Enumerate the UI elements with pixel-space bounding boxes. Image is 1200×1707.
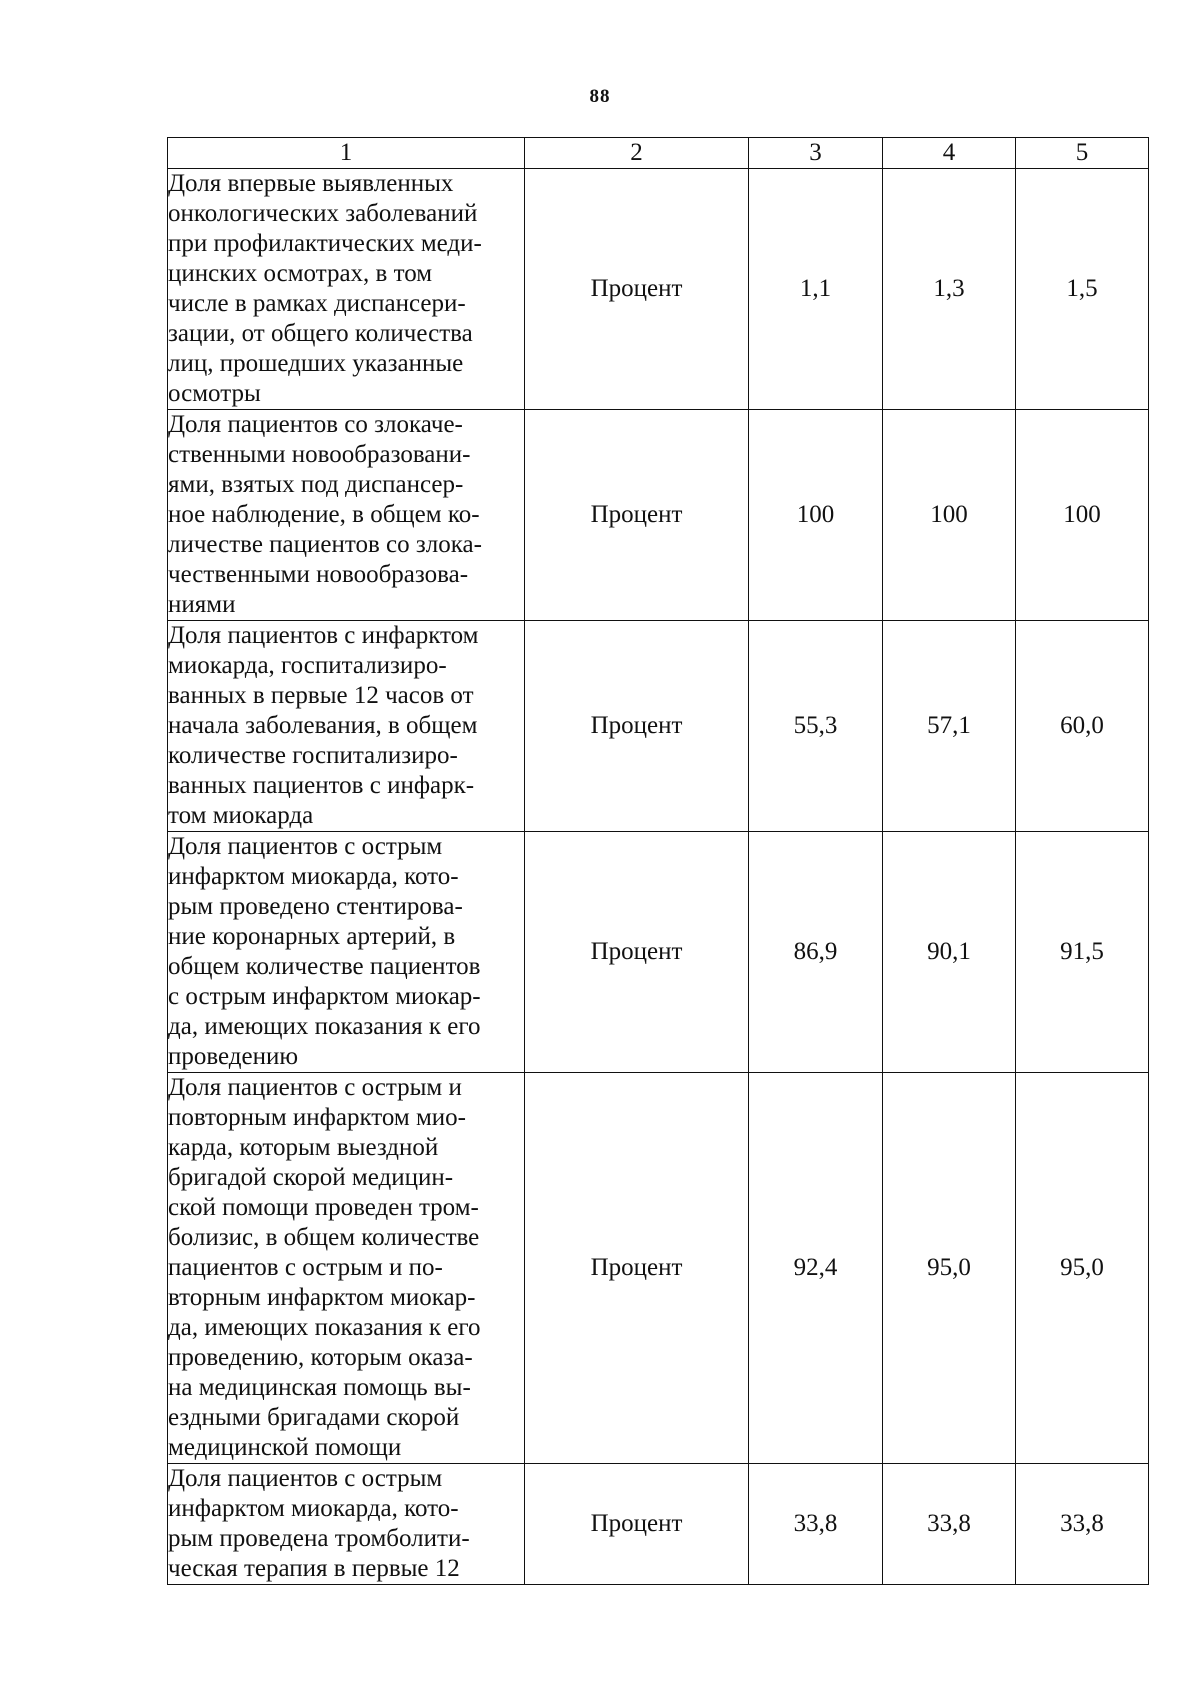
indicator-text-line: вторным инфарктом миокар- [168, 1284, 476, 1311]
value-cell-col5: 95,0 [1016, 1073, 1149, 1464]
value-cell-col4: 33,8 [883, 1464, 1016, 1585]
indicator-text-line: ное наблюдение, в общем ко- [168, 501, 480, 528]
indicator-text-line: количестве госпитализиро- [168, 742, 458, 769]
indicator-cell [168, 1464, 525, 1585]
value-cell-col4: 100 [883, 410, 1016, 621]
unit-cell: Процент [525, 1073, 749, 1464]
indicator-text-line: зации, от общего количества [168, 320, 473, 347]
indicator-text-line: пациентов с острым и по- [168, 1254, 443, 1281]
table-body [168, 169, 1149, 1585]
value-cell-col4: 1,3 [883, 169, 1016, 410]
indicator-text-line: медицинской помощи [168, 1434, 402, 1461]
indicator-text-line: ственными новообразовани- [168, 441, 471, 468]
value-cell-col5: 33,8 [1016, 1464, 1149, 1585]
page-number: 88 [589, 86, 611, 107]
indicator-text-line: бригадой скорой медицин- [168, 1164, 454, 1191]
table-row [168, 621, 1149, 832]
table-row [168, 410, 1149, 621]
indicator-cell [168, 832, 525, 1073]
indicator-cell [168, 621, 525, 832]
table-row [168, 169, 1149, 410]
indicator-text-line: лиц, прошедших указанные [168, 350, 464, 377]
indicator-text-line: Доля пациентов с инфарктом [168, 622, 479, 649]
value-cell-col4: 90,1 [883, 832, 1016, 1073]
header-row [168, 138, 1149, 169]
indicator-text-line: миокарда, госпитализиро- [168, 652, 447, 679]
unit-cell: Процент [525, 410, 749, 621]
value-cell-col5: 1,5 [1016, 169, 1149, 410]
indicator-text-line: болизис, в общем количестве [168, 1224, 480, 1251]
value-cell-col4: 95,0 [883, 1073, 1016, 1464]
unit-cell: Процент [525, 169, 749, 410]
indicator-text-line: Доля пациентов с острым [168, 1465, 443, 1492]
indicator-cell [168, 410, 525, 621]
value-cell-col3: 100 [749, 410, 883, 621]
value-cell-col5: 60,0 [1016, 621, 1149, 832]
indicator-text-line: начала заболевания, в общем [168, 712, 478, 739]
indicator-text-line: повторным инфарктом мио- [168, 1104, 466, 1131]
value-cell-col3: 86,9 [749, 832, 883, 1073]
indicator-text-line: рым проведена тромболити- [168, 1525, 470, 1552]
indicator-text-line: ездными бригадами скорой [168, 1404, 460, 1431]
indicator-text-line: Доля пациентов со злокаче- [168, 411, 463, 438]
column-header-2: 2 [525, 138, 749, 169]
indicator-text-line: с острым инфарктом миокар- [168, 983, 481, 1010]
value-cell-col5: 100 [1016, 410, 1149, 621]
value-cell-col3: 55,3 [749, 621, 883, 832]
unit-cell: Процент [525, 1464, 749, 1585]
indicator-text-line: ние коронарных артерий, в [168, 923, 456, 950]
table-row [168, 832, 1149, 1073]
indicator-text-line: да, имеющих показания к его [168, 1013, 481, 1040]
indicator-text-line: личестве пациентов со злока- [168, 531, 482, 558]
indicator-text-line: инфарктом миокарда, кото- [168, 863, 459, 890]
indicator-text-line: том миокарда [168, 802, 314, 829]
indicators-table [167, 137, 1149, 1585]
indicator-text-line: ванных пациентов с инфарк- [168, 772, 475, 799]
column-header-5: 5 [1016, 138, 1149, 169]
indicator-cell [168, 169, 525, 410]
value-cell-col3: 33,8 [749, 1464, 883, 1585]
indicator-text-line: онкологических заболеваний [168, 200, 478, 227]
indicator-text-line: рым проведено стентирова- [168, 893, 463, 920]
value-cell-col5: 91,5 [1016, 832, 1149, 1073]
indicator-text-line: ской помощи проведен тром- [168, 1194, 479, 1221]
indicator-text-line: карда, которым выездной [168, 1134, 439, 1161]
table-row [168, 1073, 1149, 1464]
value-cell-col4: 57,1 [883, 621, 1016, 832]
indicator-text-line: числе в рамках диспансери- [168, 290, 466, 317]
indicator-text-line: инфарктом миокарда, кото- [168, 1495, 459, 1522]
table-header [168, 138, 1149, 169]
indicator-text-line: цинских осмотрах, в том [168, 260, 433, 287]
indicator-text-line: ванных в первые 12 часов от [168, 682, 474, 709]
indicator-text-line: чественными новообразова- [168, 561, 469, 588]
indicator-text-line: да, имеющих показания к его [168, 1314, 481, 1341]
indicator-text-line: проведению, которым оказа- [168, 1344, 473, 1371]
unit-cell: Процент [525, 832, 749, 1073]
column-header-3: 3 [749, 138, 883, 169]
indicator-text-line: при профилактических меди- [168, 230, 482, 257]
indicator-text-line: Доля пациентов с острым [168, 833, 443, 860]
column-header-1: 1 [168, 138, 525, 169]
indicator-text-line: Доля впервые выявленных [168, 170, 454, 197]
indicator-text-line: ческая терапия в первые 12 [168, 1555, 460, 1582]
table-row [168, 1464, 1149, 1585]
unit-cell: Процент [525, 621, 749, 832]
indicator-text-line: осмотры [168, 380, 261, 407]
indicator-cell [168, 1073, 525, 1464]
indicator-text-line: ями, взятых под диспансер- [168, 471, 464, 498]
indicator-text-line: ниями [168, 591, 236, 618]
indicator-text-line: Доля пациентов с острым и [168, 1074, 462, 1101]
value-cell-col3: 1,1 [749, 169, 883, 410]
indicator-text-line: проведению [168, 1043, 299, 1070]
column-header-4: 4 [883, 138, 1016, 169]
value-cell-col3: 92,4 [749, 1073, 883, 1464]
indicator-text-line: на медицинская помощь вы- [168, 1374, 471, 1401]
indicator-text-line: общем количестве пациентов [168, 953, 481, 980]
